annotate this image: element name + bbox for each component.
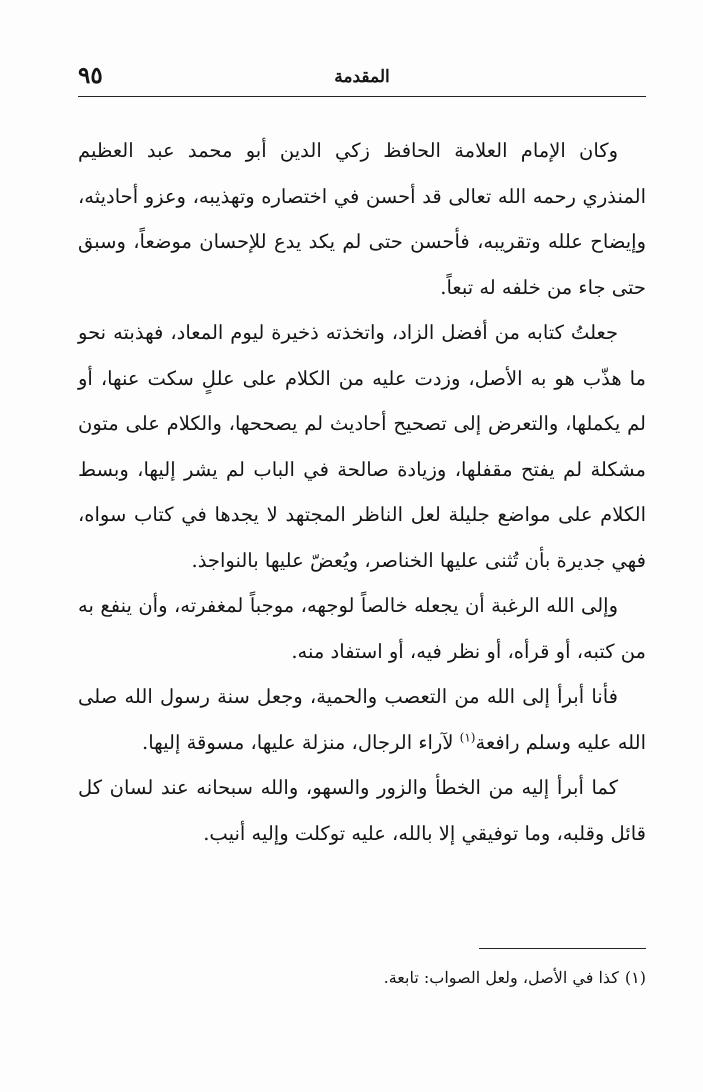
footnote-number: (١) xyxy=(624,968,646,987)
footnote-reference: (١) xyxy=(459,730,476,744)
running-title: المقدمة xyxy=(334,67,390,87)
header-rule xyxy=(78,96,646,97)
footnote-text: كذا في الأصل، ولعل الصواب: تابعة. xyxy=(383,968,619,987)
page-number: ٩٥ xyxy=(78,62,103,89)
main-text xyxy=(78,128,646,856)
paragraph xyxy=(78,674,646,765)
paragraph: جعلتُ كتابه من أفضل الزاد، واتخذته ذخيرة ليوم المعاد، فهذبته نحو ما هذّب هو به الأصل، وزدت عليه من الكلام على عللٍ سكت عنها، أو لم يكملها، والتعرض إلى تصحيح أحاديث لم يصححها، والكلام على متون مشكلة لم يفتح مقفلها، وزيادة صالحة في الباب لم يشر إليها، وبسط الكلام على مواضع جليلة لعل الناظر المجتهد لا يجدها في كتاب سواه، فهي جديرة بأن تُثنى عليها الخناصر، ويُعضّ عليها بالنواجذ. xyxy=(78,321,646,572)
page-header xyxy=(78,62,646,98)
footnote xyxy=(78,966,646,990)
paragraph: وكان الإمام العلامة الحافظ زكي الدين أبو محمد عبد العظيم المنذري رحمه الله تعالى قد أحسن في اختصاره وتهذيبه، وعزو أحاديثه، وإيضاح علله وتقريبه، فأحسن حتى لم يكد يدع للإحسان موضعاً، وسبق حتى جاء من خلفه له تبعاً. xyxy=(78,139,646,299)
paragraph-text-start: فأنا أبرأ إلى الله من التعصب والحمية، وجعل سنة رسول الله صلى الله عليه وسلم رافعة xyxy=(78,685,646,754)
paragraph: وإلى الله الرغبة أن يجعله خالصاً لوجهه، موجباً لمغفرته، وأن ينفع به من كتبه، أو قرأه، أو نظر فيه، أو استفاد منه. xyxy=(78,594,646,663)
paragraph: كما أبرأ إليه من الخطأ والزور والسهو، والله سبحانه عند لسان كل قائل وقلبه، وما توفيقي إلا بالله، عليه توكلت وإليه أنيب. xyxy=(78,776,646,845)
footnote-rule xyxy=(479,948,646,949)
paragraph-text-end: لآراء الرجال، منزلة عليها، مسوقة إليها. xyxy=(142,730,460,754)
